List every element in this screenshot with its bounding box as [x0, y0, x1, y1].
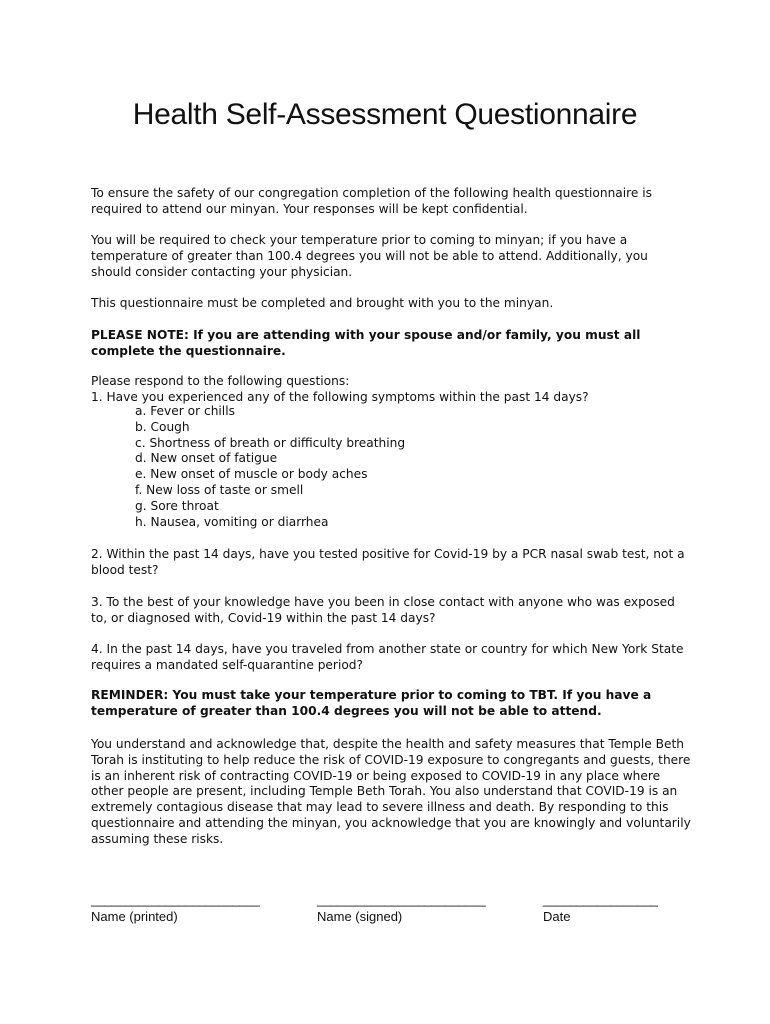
temperature-notice-paragraph: You will be required to check your temperature prior to coming to minyan; if you have a temperature of greater than 100.4 degrees you will not be able to attend. Additionally, you should consider contacting your physician.	[91, 233, 648, 279]
symptom-item: h. Nausea, vomiting or diarrhea	[135, 514, 329, 529]
name-printed-line[interactable]: _________________________	[91, 892, 260, 907]
document-title: Health Self-Assessment Questionnaire	[132, 98, 638, 131]
signature-block-name-printed	[91, 892, 259, 924]
signature-block-date	[543, 892, 657, 924]
date-line[interactable]: _________________	[543, 892, 658, 907]
question-2: 2. Within the past 14 days, have you tested positive for Covid-19 by a PCR nasal swab test, not a blood test?	[91, 547, 685, 577]
symptom-item: c. Shortness of breath or difficulty breathing	[135, 435, 406, 450]
question-1: 1. Have you experienced any of the following symptoms within the past 14 days?	[91, 390, 589, 404]
name-signed-label: Name (signed)	[317, 909, 403, 924]
bring-questionnaire-paragraph: This questionnaire must be completed and brought with you to the minyan.	[91, 296, 554, 310]
reminder-paragraph: REMINDER: You must take your temperature prior to coming to TBT. If you have a temperature of greater than 100.4 degrees you will not be able to attend.	[91, 688, 652, 718]
acknowledgement-paragraph: You understand and acknowledge that, despite the health and safety measures that Temple Beth Torah is instituting to help reduce the risk of COVID-19 exposure to congregants and guests, there is an inherent risk of contracting COVID-19 or being exposed to COVID-19 in any place where other people are present, including Temple Beth Torah. You also understand that COVID-19 is an extremely contagious disease that may lead to severe illness and death. By responding to this questionnaire and attending the minyan, you acknowledge that you are knowingly and voluntarily assuming these risks.	[91, 737, 691, 846]
name-signed-line[interactable]: _________________________	[317, 892, 486, 907]
symptom-list	[135, 404, 405, 530]
symptom-item: d. New onset of fatigue	[135, 451, 278, 466]
symptom-item: e. New onset of muscle or body aches	[135, 467, 368, 482]
intro-paragraph: To ensure the safety of our congregation completion of the following health questionnaire is required to attend our minyan. Your responses will be kept confidential.	[91, 186, 652, 216]
questions-intro: Please respond to the following questions:	[91, 374, 350, 388]
signature-block-name-signed	[317, 892, 485, 924]
date-label: Date	[543, 909, 571, 924]
symptom-item: a. Fever or chills	[135, 404, 235, 418]
question-3: 3. To the best of your knowledge have you been in close contact with anyone who was exposed to, or diagnosed with, Covid-19 within the past 14 days?	[91, 595, 675, 625]
symptom-item: b. Cough	[135, 419, 190, 434]
symptom-item: g. Sore throat	[135, 498, 219, 513]
please-note-paragraph: PLEASE NOTE: If you are attending with your spouse and/or family, you must all complete the questionnaire.	[91, 328, 641, 358]
name-printed-label: Name (printed)	[91, 909, 178, 924]
symptom-item: f. New loss of taste or smell	[135, 482, 304, 497]
question-4: 4. In the past 14 days, have you traveled from another state or country for which New York State requires a mandated self-quarantine period?	[91, 642, 684, 672]
